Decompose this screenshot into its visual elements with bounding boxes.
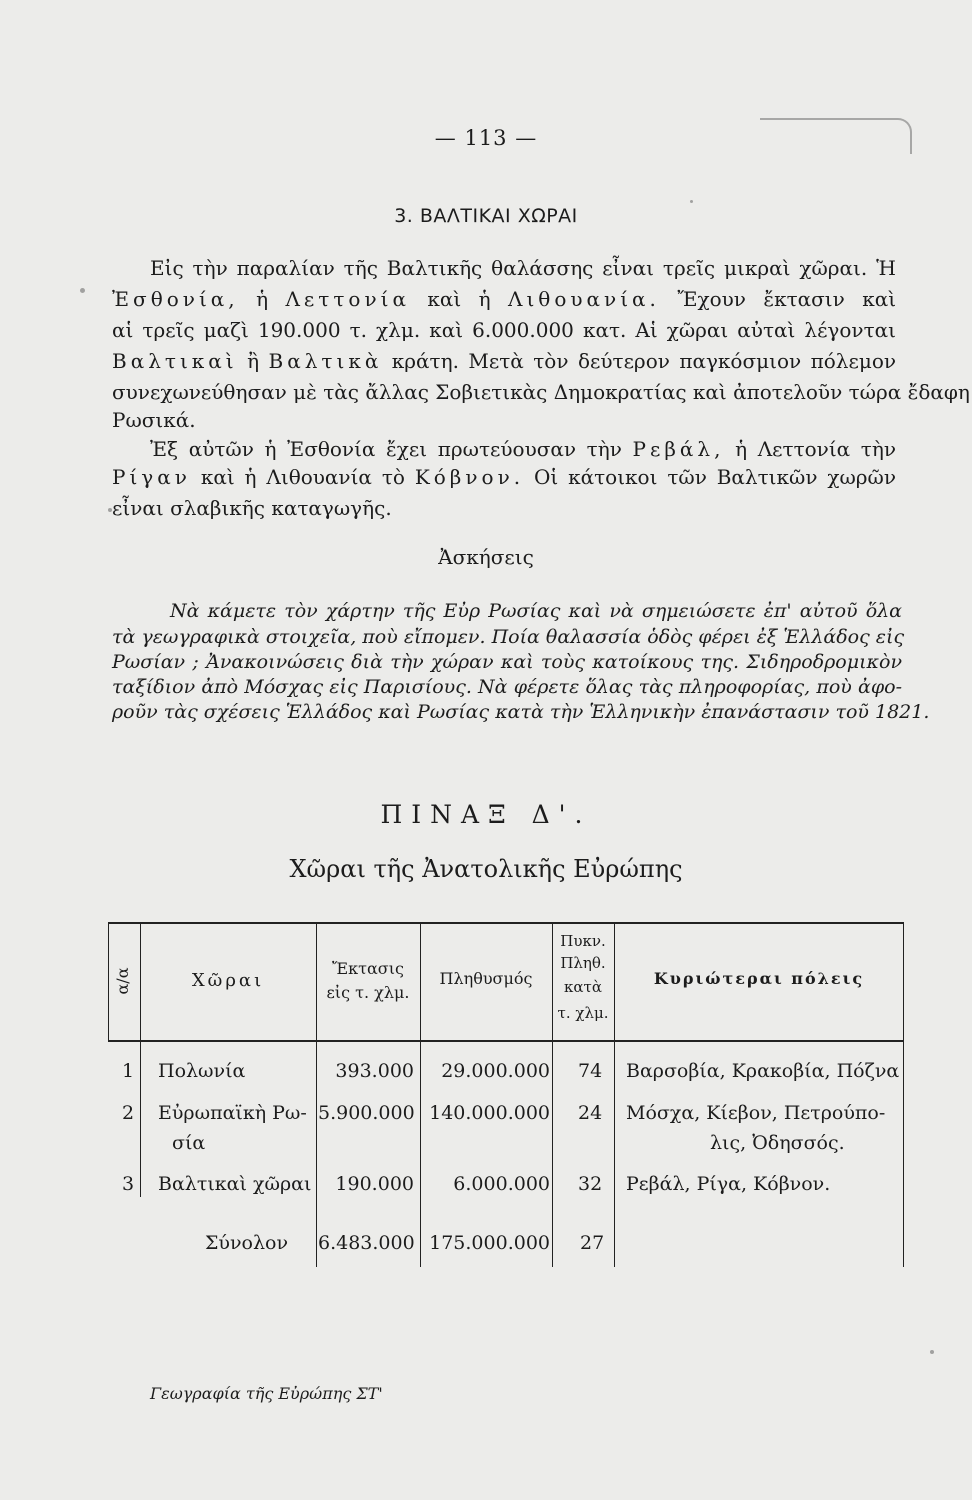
col-rule-5 <box>614 922 615 1267</box>
col-rule-1 <box>140 922 141 1197</box>
header-density-2: Πληθ. <box>560 954 606 972</box>
header-cities: Κυριώτεραι πόλεις <box>653 969 865 988</box>
row1-cities: Βαρσοβία, Κρακοβία, Πόζνα <box>626 1060 900 1082</box>
row1-area: 393.000 <box>335 1060 414 1082</box>
table-top-rule <box>108 922 904 924</box>
header-density-3: κατὰ <box>564 978 602 996</box>
total-population: 175.000.000 <box>429 1232 550 1254</box>
header-area-1: Ἔκτασις <box>332 959 404 978</box>
paragraph-line-3: αἱ τρεῖς μαζὶ 190.000 τ. χλμ. καὶ 6.000.000 κατ. Αἱ χῶραι αὐταὶ λέγονται <box>112 318 896 342</box>
scan-speck <box>108 508 112 512</box>
row3-country: Βαλτικαὶ χῶραι <box>158 1173 312 1195</box>
text: Ἐξ αὐτῶν ἡ Ἐσθονία ἔχει πρωτεύουσαν τὴν <box>150 437 622 461</box>
row2-area: 5.900.000 <box>318 1102 415 1124</box>
text: ἢ <box>247 349 260 373</box>
term-kovno: Κόβνον. <box>414 465 525 489</box>
total-density: 27 <box>580 1232 605 1254</box>
header-aa: α/α <box>113 967 132 995</box>
table-header-rule <box>108 1040 904 1042</box>
table-title: Χῶραι τῆς Ἀνατολικῆς Εὐρώπης <box>289 855 683 883</box>
row3-number: 3 <box>122 1173 135 1195</box>
table-right-rule <box>903 922 904 1267</box>
exercise-line-2: τὰ γεωγραφικὰ στοιχεῖα, ποὺ εἴπομεν. Ποία θαλασσία ὁδὸς φέρει ἐξ Ἑλλάδος εἰς <box>112 626 905 648</box>
row1-density: 74 <box>578 1060 603 1082</box>
text: ἡ <box>256 287 269 311</box>
paragraph-line-6: Ρωσικά. <box>112 408 196 432</box>
term-riga: Ρίγαν <box>112 465 191 489</box>
row3-density: 32 <box>578 1173 603 1195</box>
exercise-line-5: ροῦν τὰς σχέσεις Ἑλλάδος καὶ Ρωσίας κατὰ τὴν Ἑλληνικὴν ἐπανάστασιν τοῦ 1821. <box>112 701 930 723</box>
scan-speck <box>930 1350 934 1354</box>
col-rule-3 <box>420 922 421 1267</box>
text: ἡ Λεττονία τὴν <box>735 437 897 461</box>
row2-cities: Μόσχα, Κίεβον, Πετρούπο- <box>626 1102 886 1124</box>
total-label: Σύνολον <box>205 1232 289 1254</box>
row1-number: 1 <box>122 1060 135 1082</box>
header-density-4: τ. χλμ. <box>557 1004 609 1022</box>
footer-signature: Γεωγραφία τῆς Εὐρώπης ΣΤ' <box>150 1384 383 1403</box>
term-estonia: Ἐσθονία, <box>112 287 239 311</box>
row1-country: Πολωνία <box>158 1060 246 1082</box>
term-latvia: Λεττονία <box>285 287 410 311</box>
row3-area: 190.000 <box>335 1173 414 1195</box>
row2-number: 2 <box>122 1102 135 1124</box>
text: Οἱ κάτοικοι τῶν Βαλτικῶν χωρῶν <box>533 465 897 489</box>
row2-country-cont: σία <box>172 1132 206 1154</box>
header-area-2: εἰς τ. χλμ. <box>326 983 410 1002</box>
scan-speck <box>80 288 85 293</box>
row2-density: 24 <box>578 1102 603 1124</box>
term-reval: Ρεβάλ, <box>632 437 725 461</box>
row3-cities: Ρεβάλ, Ρίγα, Κόβνον. <box>626 1173 831 1195</box>
text: καὶ ἡ <box>427 287 491 311</box>
paragraph-line-9: εἶναι σλαβικῆς καταγωγῆς. <box>112 496 392 520</box>
text: καὶ ἡ Λιθουανία τὸ <box>200 465 405 489</box>
scan-speck <box>690 200 693 203</box>
row2-country: Εὐρωπαϊκὴ Ρω- <box>158 1102 307 1124</box>
col-rule-2 <box>316 922 317 1267</box>
text: Ἔχουν ἔκτασιν καὶ <box>677 287 897 311</box>
exercise-line-4: ταξίδιον ἀπὸ Μόσχας εἰς Παρισίους. Νὰ φέρετε ὅλας τὰς πληροφορίας, ποὺ ἀφο- <box>112 676 902 698</box>
text: κράτη. Μετὰ τὸν δεύτερον παγκόσμιον πόλεμον <box>391 349 897 373</box>
row2-population: 140.000.000 <box>429 1102 550 1124</box>
header-density-1: Πυκν. <box>560 932 606 950</box>
row2-cities-cont: λις, Ὀδησσός. <box>710 1132 845 1154</box>
exercises-title: Ἀσκήσεις <box>438 545 534 569</box>
total-area: 6.483.000 <box>318 1232 415 1254</box>
term-baltika: Βαλτικὰ <box>268 349 383 373</box>
header-population: Πληθυσμός <box>439 969 533 988</box>
header-country: Χῶραι <box>191 970 265 991</box>
exercise-line-1: Νὰ κάμετε τὸν χάρτην τῆς Εὐρ Ρωσίας καὶ νὰ σημειώσετε ἐπ' αὐτοῦ ὅλα <box>170 600 902 622</box>
term-baltikai: Βαλτικαὶ <box>112 349 238 373</box>
section-title: 3. ΒΑΛΤΙΚΑΙ ΧΩΡΑΙ <box>394 205 578 227</box>
paragraph-line-5: συνεχωνεύθησαν μὲ τὰς ἄλλας Σοβιετικὰς Δημοκρατίας καὶ ἀποτελοῦν τώρα ἔδαφη <box>112 380 970 404</box>
table-heading: ΠΙΝΑΞ Δ'. <box>380 800 592 829</box>
row3-population: 6.000.000 <box>453 1173 550 1195</box>
paragraph-line-1: Εἰς τὴν παραλίαν τῆς Βαλτικῆς θαλάσσης εἶναι τρεῖς μικραὶ χῶραι. Ἡ <box>150 256 896 280</box>
row1-population: 29.000.000 <box>441 1060 550 1082</box>
page-number: — 113 — <box>434 126 538 150</box>
table-left-rule <box>108 922 109 1040</box>
term-lithuania: Λιθουανία. <box>508 287 660 311</box>
exercise-line-3: Ρωσίαν ; Ἀνακοινώσεις διὰ τὴν χώραν καὶ τοὺς κατοίκους της. Σιδηροδρομικὸν <box>112 651 902 673</box>
